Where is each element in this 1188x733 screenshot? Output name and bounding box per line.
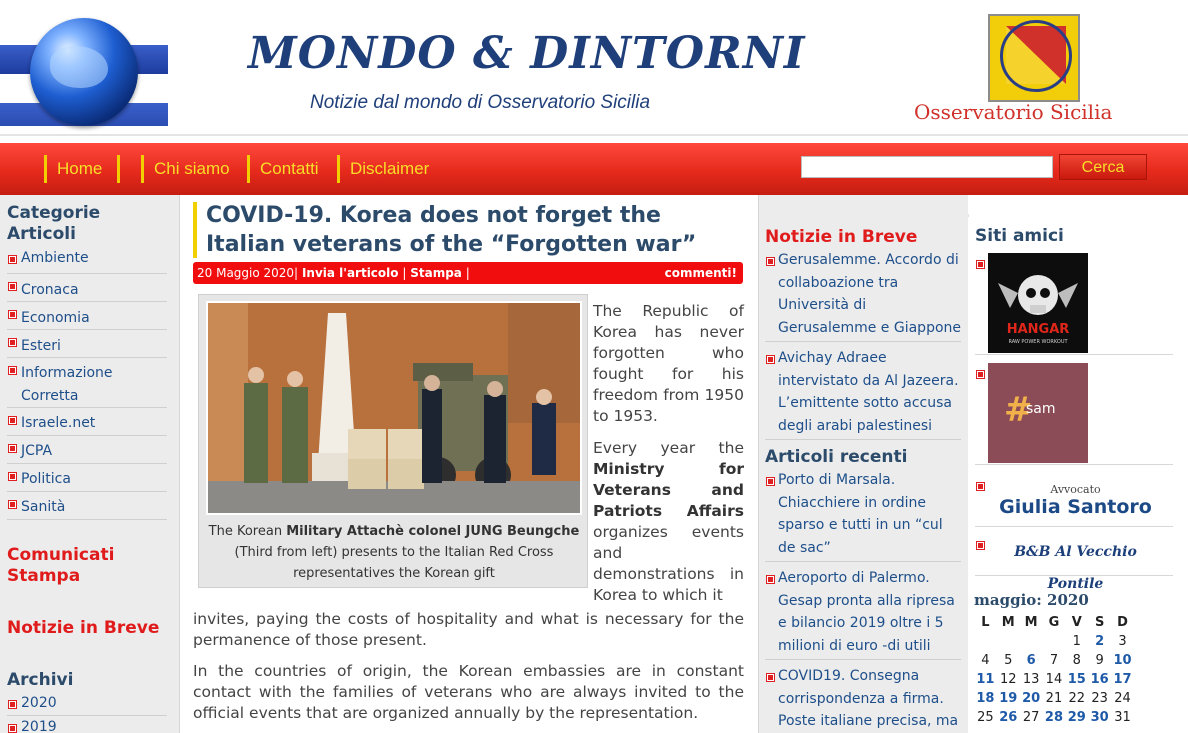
calendar-day-link[interactable]: 20: [1022, 691, 1041, 706]
category-economia[interactable]: Economia: [7, 302, 167, 330]
recent-article-item[interactable]: Aeroporto di Palermo. Gesap pronta alla ripresa e bilancio 2019 oltre i 5 milioni di euro -di utili: [765, 567, 961, 660]
category-ambiente[interactable]: Ambiente: [7, 247, 167, 274]
friend-site-sam[interactable]: [975, 363, 1173, 465]
recenti-heading: Articoli recenti: [765, 447, 908, 467]
calendar-day-link[interactable]: 16: [1090, 672, 1109, 687]
hangar-subtext: RAW POWER WORKOUT: [1008, 339, 1068, 345]
recent-article-item[interactable]: Porto di Marsala. Chiacchiere in ordine sparso e tutti in un “cul de sac”: [765, 469, 961, 562]
recenti-list: [765, 469, 961, 733]
categories-heading: Categorie Articoli: [7, 203, 101, 244]
left-sidebar: [0, 195, 180, 733]
calendar-day: 7: [1049, 653, 1059, 668]
category-cronaca[interactable]: Cronaca: [7, 274, 167, 302]
calendar-day-header: S: [1094, 615, 1105, 630]
site-subtitle: Notizie dal mondo di Osservatorio Sicilia: [310, 92, 651, 113]
friends-column: [969, 195, 1188, 733]
nav-contatti[interactable]: Contatti: [247, 155, 319, 183]
calendar-day-link[interactable]: 29: [1067, 710, 1086, 725]
calendar-day: 24: [1114, 691, 1131, 706]
calendar-day: [997, 632, 1020, 651]
archivi-list: [7, 692, 167, 733]
calendar-day-link[interactable]: 15: [1067, 672, 1086, 687]
calendar-title: maggio: 2020: [974, 591, 1089, 609]
recent-article-item[interactable]: COVID19. Consegna corrispondenza a firma. Poste italiane precisa, ma: [765, 665, 961, 733]
notizie-list: [765, 249, 961, 445]
article-main: [182, 195, 755, 733]
calendar-day-header: M: [1001, 615, 1015, 630]
news-column: [758, 195, 968, 733]
category-jcpa[interactable]: JCPA: [7, 436, 167, 464]
search-button[interactable]: Cerca: [1059, 154, 1147, 180]
sam-banner[interactable]: [988, 363, 1088, 463]
sam-text: sam: [1026, 401, 1056, 417]
archive-2020[interactable]: 2020: [7, 692, 167, 716]
calendar-day-link[interactable]: 11: [976, 672, 995, 687]
calendar-day: 12: [999, 672, 1017, 687]
article-meta-bar: [193, 262, 743, 284]
calendar-day-link[interactable]: 18: [976, 691, 995, 706]
send-article-link[interactable]: Invia l'articolo: [301, 266, 399, 280]
article-paragraph-3: In the countries of origin, the Korean embassies are in constant contact with the families of veterans who are always invited to the official events that are organized annually by the representation.: [193, 662, 744, 722]
notizie-in-breve-heading[interactable]: Notizie in Breve: [7, 618, 160, 638]
avvocato-name: Giulia Santoro: [999, 496, 1152, 518]
calendar-day: 8: [1072, 653, 1081, 668]
calendar-day: 31: [1114, 710, 1131, 725]
print-link[interactable]: Stampa: [410, 266, 462, 280]
osservatorio-logo-icon[interactable]: [988, 12, 1082, 104]
site-title[interactable]: MONDO & DINTORNI: [248, 28, 806, 79]
calendar-day: 22: [1068, 691, 1086, 706]
siti-amici-heading: Siti amici: [975, 226, 1064, 246]
archivi-heading: Archivi: [7, 670, 74, 690]
category-informazione-corretta[interactable]: Informazione Corretta: [7, 358, 167, 408]
comunicati-stampa-heading[interactable]: Comunicati Stampa: [7, 545, 115, 586]
calendar-day-link[interactable]: 6: [1026, 653, 1036, 668]
calendar-day-link[interactable]: 26: [999, 710, 1018, 725]
avvocato-label: Avvocato: [1050, 483, 1101, 496]
meta-separator: |: [402, 266, 407, 280]
category-sanita[interactable]: Sanità: [7, 492, 167, 520]
calendar-day-link[interactable]: 10: [1113, 653, 1132, 668]
friend-site-avvocato[interactable]: [975, 475, 1173, 527]
photo-caption: The Korean Military Attachè colonel JUNG Beungche (Third from left) presents to the Italian Red Cross representatives the Korean gift: [208, 524, 580, 581]
friend-site-bb[interactable]: [975, 534, 1173, 592]
categories-list: [7, 247, 167, 520]
article-paragraph-2: Every year the Ministry for Veterans and Patriots Affairs organizes events and demonstrations in Korea to which it: [593, 439, 744, 604]
article-paragraph-1: The Republic of Korea has never forgotten who fought for his freedom from 1950 to 1953.: [593, 302, 744, 425]
calendar-day-link[interactable]: 28: [1044, 710, 1063, 725]
article-title[interactable]: COVID-19. Korea does not forget the Italian veterans of the “Forgotten war”: [206, 203, 697, 257]
news-item[interactable]: Gerusalemme. Accordo di collaboazione tra Università di Gerusalemme e Giappone: [765, 249, 961, 342]
bb-text: B&B Al Vecchio Pontile: [1014, 544, 1137, 592]
calendar-day-link[interactable]: 17: [1113, 672, 1132, 687]
calendar-day-link[interactable]: 30: [1090, 710, 1109, 725]
calendar-day: 14: [1045, 672, 1063, 687]
calendar-day: 5: [1004, 653, 1013, 668]
calendar-day-link[interactable]: 19: [999, 691, 1018, 706]
calendar-day: [974, 632, 997, 651]
calendar-day: [1043, 632, 1066, 651]
calendar-day-link[interactable]: 2: [1095, 634, 1105, 649]
calendar-day-header: G: [1048, 615, 1060, 630]
category-politica[interactable]: Politica: [7, 464, 167, 492]
site-header: [0, 0, 1188, 136]
archive-2019[interactable]: 2019: [7, 716, 167, 733]
calendar-day: 4: [981, 653, 990, 668]
nav-home[interactable]: Home: [44, 155, 102, 183]
friend-site-hangar[interactable]: [975, 253, 1173, 355]
article-figure: [198, 294, 588, 588]
nav-chi-siamo[interactable]: Chi siamo: [141, 155, 230, 183]
calendar-day: 13: [1022, 672, 1040, 687]
avvocato-banner[interactable]: [988, 477, 1163, 525]
calendar-day: 1: [1072, 634, 1081, 649]
calendar-day: 21: [1045, 691, 1063, 706]
calendar-day-header: V: [1071, 615, 1082, 630]
category-israele-net[interactable]: Israele.net: [7, 408, 167, 436]
article-paragraph-2-cont: invites, paying the costs of hospitality and what is necessary for the permanence of those present.: [193, 610, 744, 649]
svg-text:#: #: [1004, 390, 1033, 430]
bb-banner[interactable]: [988, 536, 1163, 592]
news-item[interactable]: Avichay Adraee intervistato da Al Jazeera. L’emittente sotto accusa degli arabi palestinesi: [765, 347, 961, 440]
calendar-day-header: L: [981, 615, 990, 630]
notizie-heading: Notizie in Breve: [765, 227, 918, 247]
category-esteri[interactable]: Esteri: [7, 330, 167, 358]
comments-link[interactable]: commenti!: [664, 266, 737, 280]
hangar-banner[interactable]: [988, 253, 1088, 353]
hangar-text: HANGAR: [1006, 322, 1070, 337]
calendar-day: 9: [1095, 653, 1104, 668]
nav-disclaimer[interactable]: Disclaimer: [337, 155, 429, 183]
logo-text[interactable]: Osservatorio Sicilia: [914, 100, 1113, 124]
calendar-day: 3: [1118, 634, 1127, 649]
calendar-day: 23: [1091, 691, 1108, 706]
meta-separator: |: [465, 266, 470, 280]
title-accent-bar: [193, 202, 197, 258]
calendar-day-header: D: [1117, 615, 1128, 630]
search-input[interactable]: [801, 156, 1053, 178]
article-date: 20 Maggio 2020|: [197, 266, 299, 280]
calendar-day-header: M: [1024, 615, 1038, 630]
calendar: [974, 613, 1134, 727]
calendar-day: [1020, 632, 1043, 651]
calendar-day: 25: [977, 710, 994, 725]
nav-separator: [117, 155, 120, 183]
article-photo[interactable]: [206, 301, 582, 515]
globe-icon: [30, 18, 138, 126]
calendar-day: 27: [1022, 710, 1040, 725]
